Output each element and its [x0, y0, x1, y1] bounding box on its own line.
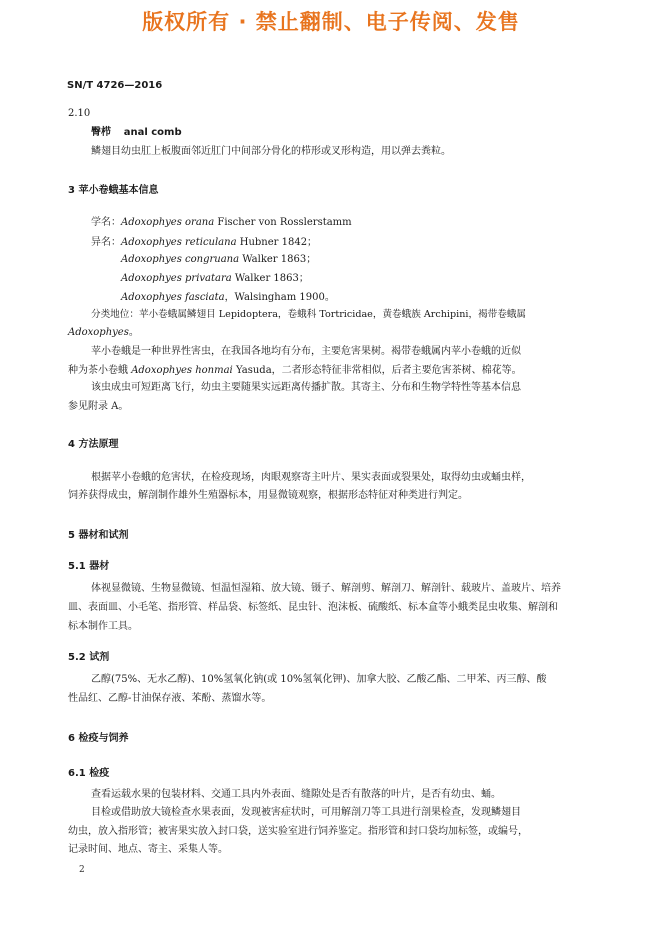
term-zh: 臀栉 — [91, 127, 111, 138]
synonym-author: Walker 1863； — [239, 254, 317, 265]
p2-a: 种为茶小卷蛾 — [68, 365, 132, 376]
equipment-line-2: 皿、表面皿、小毛笔、指形管、样品袋、标签纸、昆虫针、泡沫板、硫酸纸、标本盒等小蛾类昆虫收集、解剖和 — [68, 602, 558, 613]
paragraph-spread-line-2: 参见附录 A。 — [68, 401, 129, 412]
page-number: 2 — [79, 865, 85, 875]
synonym-1 — [91, 236, 317, 250]
quarantine-paragraph-2-line-2: 幼虫，放入指形管；被害果实放入封口袋，送实验室进行饲养鉴定。指形管和封口袋均加标签，或编号， — [68, 826, 528, 837]
p2-b: Yasuda，二者形态特征非常相似，后者主要危害茶树、棉花等。 — [232, 365, 522, 376]
equipment-line-1: 体视显微镜、生物显微镜、恒温恒湿箱、放大镜、镊子、解剖剪、解剖刀、解剖针、载玻片、盖玻片、培养 — [91, 583, 561, 594]
synonym-name: Adoxophyes congruana — [121, 254, 240, 265]
sci-label: 学名： — [91, 217, 121, 228]
synonym-4 — [121, 291, 335, 305]
synonym-author: Hubner 1842； — [236, 237, 318, 248]
term-anal-comb — [91, 126, 182, 140]
paragraph-spread-line-1: 该虫成虫可短距离飞行，幼虫主要随果实远距离传播扩散。其寄主、分布和生物学特性等基本信息 — [91, 382, 521, 393]
reagents-line-2: 性品红、乙醇-甘油保存液、苯酚、蒸馏水等。 — [68, 693, 272, 704]
section-6-heading: 6 检疫与饲养 — [68, 733, 129, 744]
section-5-1-heading: 5.1 器材 — [68, 561, 110, 572]
section-4-heading: 4 方法原理 — [68, 439, 119, 450]
standard-number-header: SN/T 4726—2016 — [67, 80, 163, 91]
method-line-1: 根据苹小卷蛾的危害状，在检疫现场，肉眼观察寄主叶片、果实表面或裂果处，取得幼虫或蛹虫样， — [91, 472, 531, 483]
synonym-name: Adoxophyes reticulana — [121, 237, 237, 248]
classification-line-1: 分类地位：苹小卷蛾属鳞翅目 Lepidoptera，卷蛾科 Tortricidae，黄卷蛾族 Archipini，褐带卷蛾属 — [91, 309, 527, 320]
section-2-10-number: 2.10 — [68, 108, 91, 119]
quarantine-paragraph-2-line-3: 记录时间、地点、寄主、采集人等。 — [68, 844, 228, 855]
section-6-1-heading: 6.1 检疫 — [68, 768, 110, 779]
copyright-watermark: 版权所有 · 禁止翻制、电子传阅、发售 — [142, 10, 520, 34]
scientific-name — [91, 216, 352, 230]
sci-genus: Adoxophyes orana — [121, 217, 215, 228]
method-line-2: 饲养获得成虫，解剖制作雄外生殖器标本，用显微镜观察，根据形态特征对种类进行判定。 — [68, 490, 468, 501]
term-en: anal comb — [123, 127, 182, 138]
p2-genus: Adoxophyes honmai — [131, 365, 233, 376]
class-end: 。 — [128, 327, 139, 338]
synonym-author: ，Walsingham 1900。 — [224, 292, 335, 303]
quarantine-paragraph-2-line-1: 目检或借助放大镜检查水果表面，发现被害症状时，可用解剖刀等工具进行剖果检查，发现鳞翅目 — [91, 807, 521, 818]
synonym-2 — [121, 253, 316, 267]
synonym-3 — [121, 272, 309, 286]
equipment-line-3: 标本制作工具。 — [68, 621, 138, 632]
syn-label: 异名： — [91, 237, 121, 248]
section-3-heading: 3 苹小卷蛾基本信息 — [68, 185, 159, 196]
paragraph-distribution-line-1: 苹小卷蛾是一种世界性害虫，在我国各地均有分布，主要危害果树。褐带卷蛾属内苹小卷蛾的近似 — [91, 346, 521, 357]
reagents-line-1: 乙醇(75%、无水乙醇)、10%氢氧化钠(或 10%氢氧化钾)、加拿大胶、乙酸乙酯、二甲苯、丙三醇、酸 — [91, 674, 547, 685]
sci-author: Fischer von Rosslerstamm — [214, 217, 352, 228]
term-definition: 鳞翅目幼虫肛上板腹面邻近肛门中间部分骨化的栉形或叉形构造，用以弹去粪粒。 — [91, 146, 451, 157]
synonym-author: Walker 1863； — [231, 273, 309, 284]
class-genus: Adoxophyes — [68, 327, 129, 338]
quarantine-paragraph-1: 查看运载水果的包装材料、交通工具内外表面、缝隙处是否有散落的叶片，是否有幼虫、蛹。 — [91, 789, 501, 800]
paragraph-distribution-line-2 — [68, 364, 522, 378]
section-5-2-heading: 5.2 试剂 — [68, 652, 110, 663]
section-5-heading: 5 器材和试剂 — [68, 530, 129, 541]
synonym-name: Adoxophyes fasciata — [121, 292, 225, 303]
classification-line-2 — [68, 326, 139, 340]
synonym-name: Adoxophyes privatara — [121, 273, 232, 284]
